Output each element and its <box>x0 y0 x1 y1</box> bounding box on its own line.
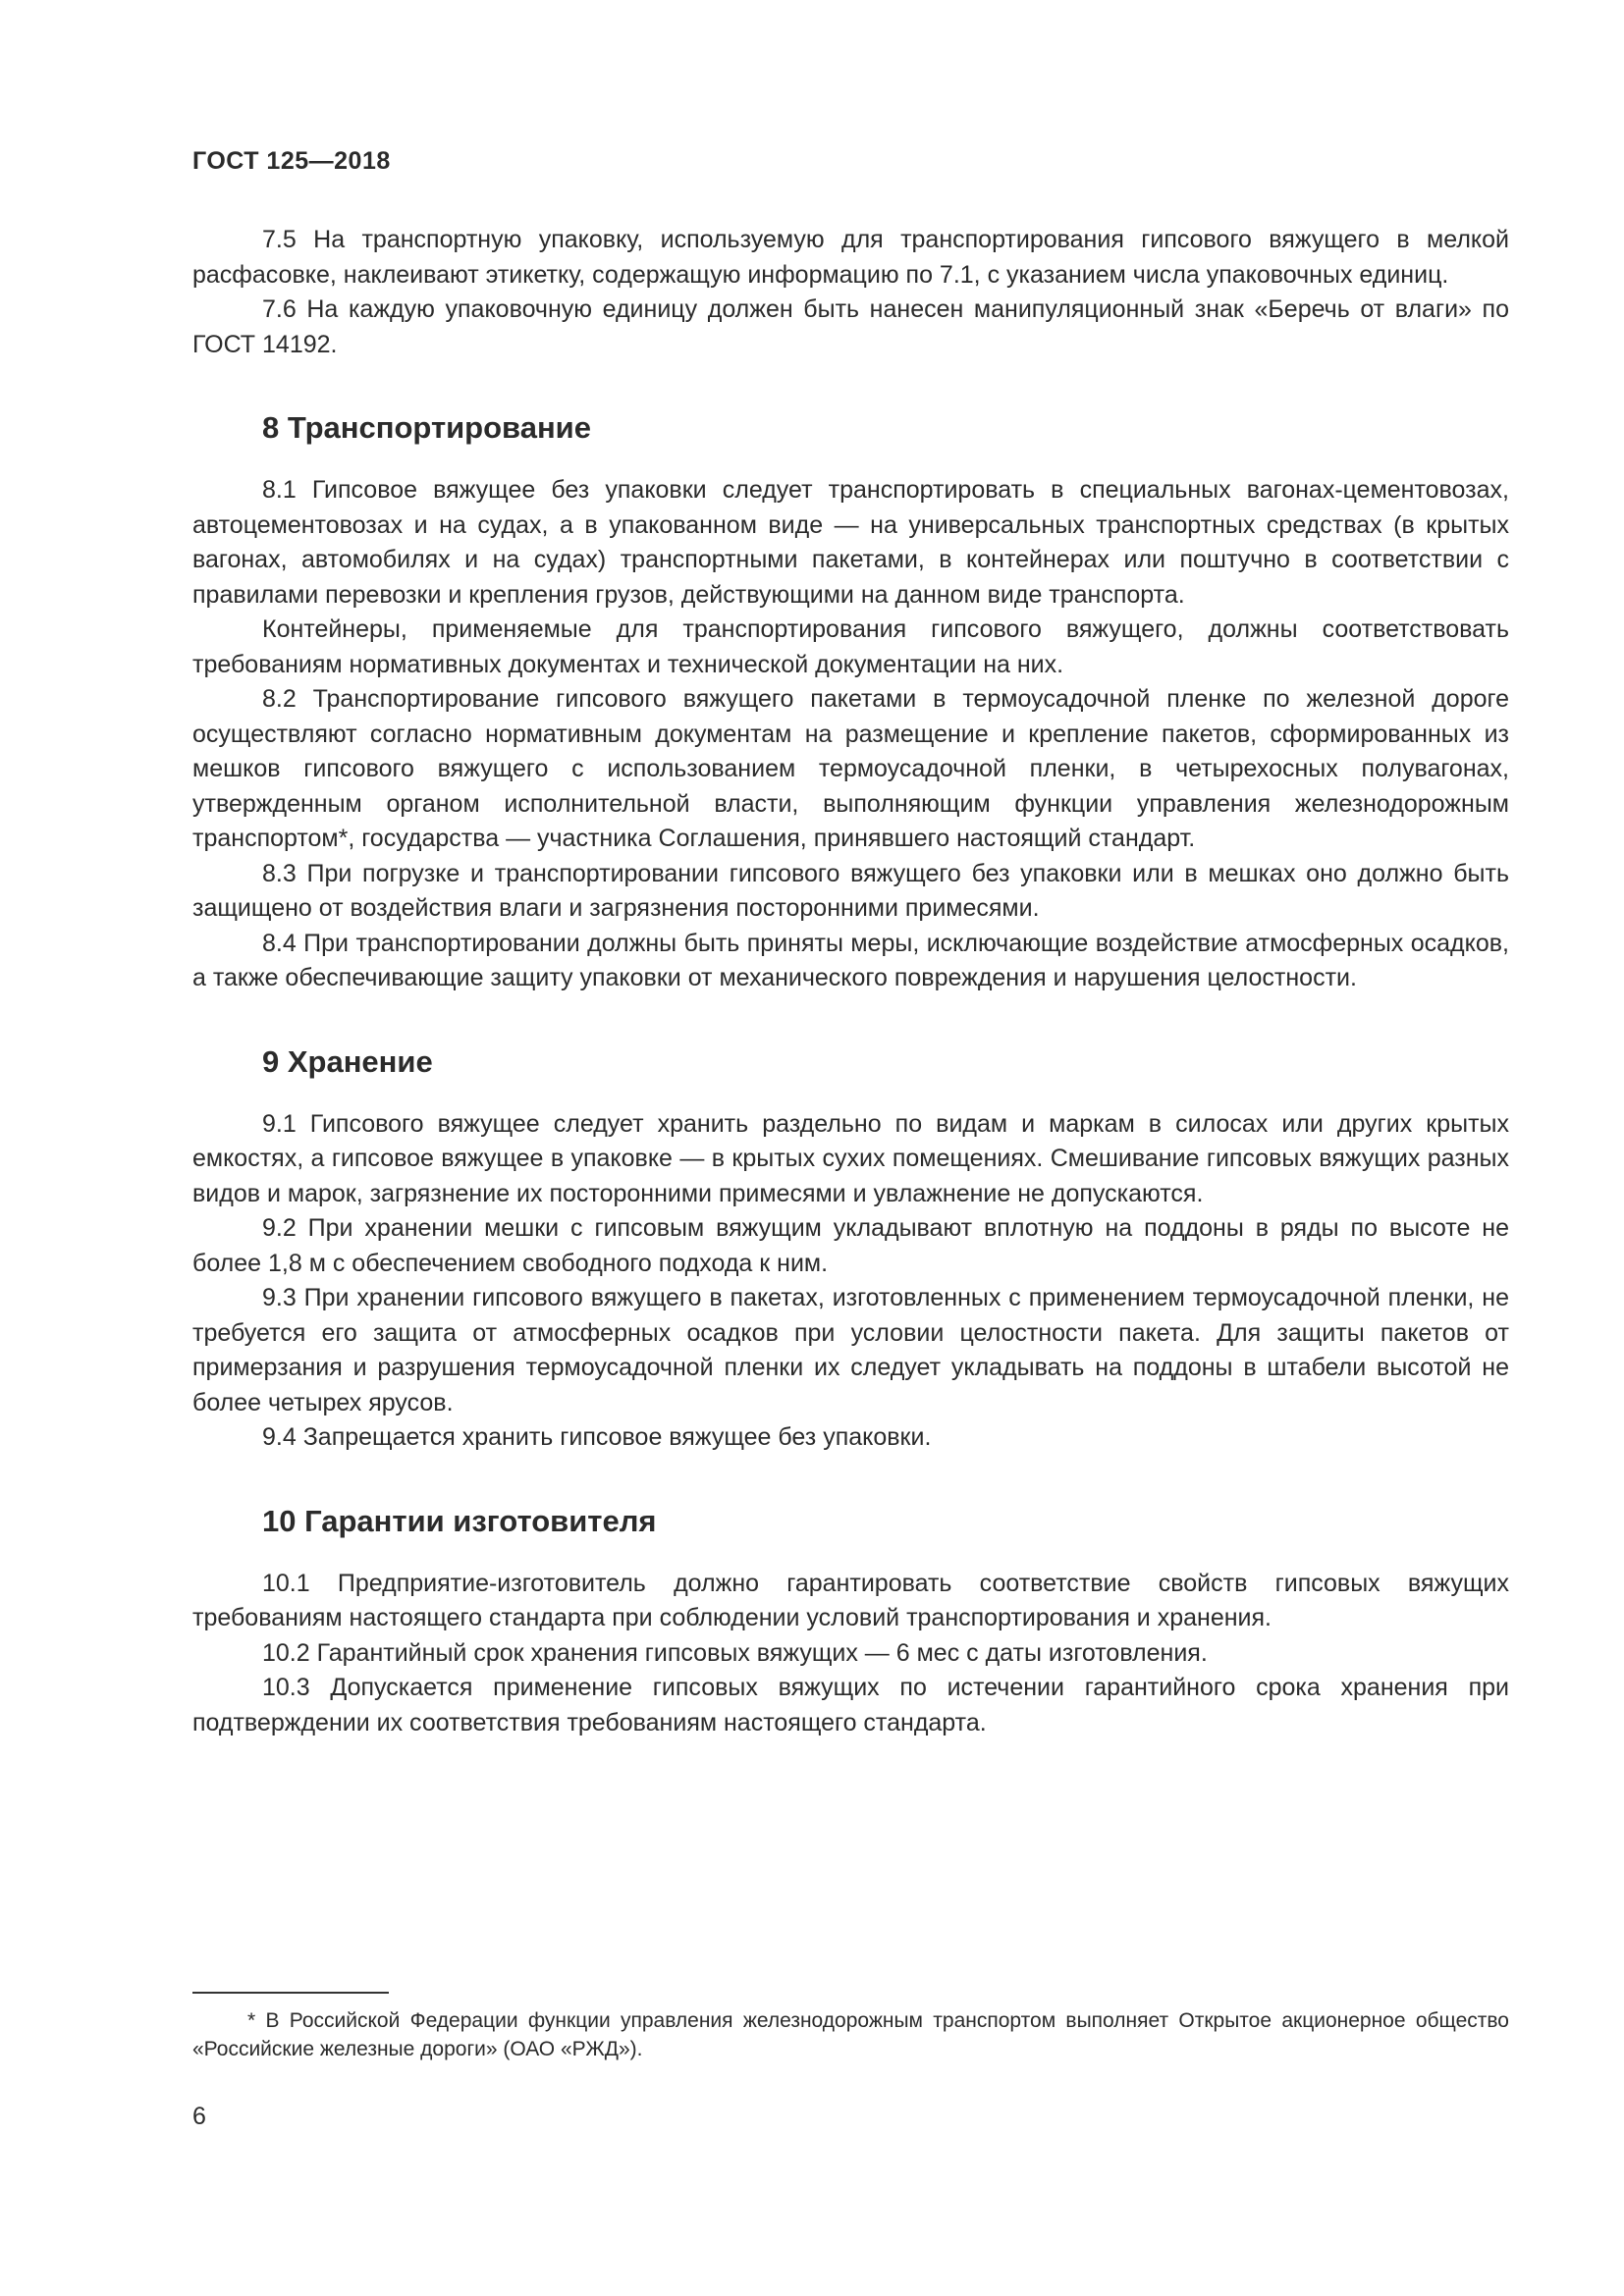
paragraph-9-3: 9.3 При хранении гипсового вяжущего в пакетах, изготовленных с применением термоусадочной пленки, не требуется его защита от атмосферных осадков при условии целостности пакета. Для защиты пакетов от примерзания и разрушения термоусадочной пленки их следует укладывать на поддоны в штабели высотой не более четырех ярусов. <box>192 1284 1509 1416</box>
paragraph-10-2: 10.2 Гарантийный срок хранения гипсовых вяжущих — 6 мес с даты изготовления. <box>262 1638 1208 1667</box>
paragraph-9-1: 9.1 Гипсового вяжущее следует хранить раздельно по видам и маркам в силосах или других крытых емкостях, а гипсовое вяжущее в упаковке — в крытых сухих помещениях. Смешивание гипсовых вяжущих разных видов и марок, загрязнение их посторонними примесями и увлажнение не допускаются. <box>192 1109 1509 1207</box>
paragraph-8-3: 8.3 При погрузке и транспортировании гипсового вяжущего без упаковки или в мешках оно должно быть защищено от воздействия влаги и загрязнения посторонними примесями. <box>192 859 1509 922</box>
paragraph-8-1-containers: Контейнеры, применяемые для транспортирования гипсового вяжущего, должны соответствовать требованиям нормативных документах и технической документации на них. <box>192 615 1509 678</box>
section-title-warranty: 10 Гарантии изготовителя <box>262 1503 657 1538</box>
page-number: 6 <box>192 2103 206 2130</box>
section-title-transport: 8 Транспортирование <box>262 410 591 445</box>
paragraph-8-1: 8.1 Гипсовое вяжущее без упаковки следует транспортировать в специальных вагонах-цементовозах, автоцементовозах и на судах, а в упакованном виде — на универсальных транспортных средствах (в крытых вагонах, автомобилях и на судах) транспортными пакетами, в контейнерах или поштучно в соответствии с правилами перевозки и крепления грузов, действующими на данном виде транспорта. <box>192 476 1509 609</box>
footnote: * В Российской Федерации функции управления железнодорожным транспортом выполняет Открытое акционерное общество «Российские железные дороги» (ОАО «РЖД»). <box>192 2009 1509 2060</box>
paragraph-8-4: 8.4 При транспортировании должны быть приняты меры, исключающие воздействие атмосферных осадков, а также обеспечивающие защиту упаковки от механического повреждения и нарушения целостности. <box>192 929 1509 991</box>
paragraph-7-6: 7.6 На каждую упаковочную единицу должен быть нанесен манипуляционный знак «Беречь от влаги» по ГОСТ 14192. <box>192 295 1509 358</box>
paragraph-10-3: 10.3 Допускается применение гипсовых вяжущих по истечении гарантийного срока хранения при подтверждении их соответствия требованиям настоящего стандарта. <box>192 1674 1509 1736</box>
paragraph-10-1: 10.1 Предприятие-изготовитель должно гарантировать соответствие свойств гипсовых вяжущих требованиям настоящего стандарта при соблюдении условий транспортирования и хранения. <box>192 1569 1509 1631</box>
paragraph-9-4: 9.4 Запрещается хранить гипсовое вяжущее без упаковки. <box>262 1423 932 1451</box>
paragraph-7-5: 7.5 На транспортную упаковку, используемую для транспортирования гипсового вяжущего в мелкой расфасовке, наклеивают этикетку, содержащую информацию по 7.1, с указанием числа упаковочных единиц. <box>192 226 1509 289</box>
document-header: ГОСТ 125—2018 <box>192 147 391 175</box>
document-body <box>192 223 1509 1740</box>
section-title-storage: 9 Хранение <box>262 1043 433 1079</box>
paragraph-8-2: 8.2 Транспортирование гипсового вяжущего пакетами в термоусадочной пленке по железной дороге осуществляют согласно нормативным документам на размещение и крепление пакетов, сформированных из мешков гипсового вяжущего с использованием термоусадочной пленки, в четырехосных полувагонах, утвержденным органом исполнительной власти, выполняющим функции управления железнодорожным транспортом*, государства — участника Соглашения, принявшего настоящий стандарт. <box>192 685 1509 852</box>
footnote-divider <box>192 1992 389 1994</box>
paragraph-9-2: 9.2 При хранении мешки с гипсовым вяжущим укладывают вплотную на поддоны в ряды по высоте не более 1,8 м с обеспечением свободного подхода к ним. <box>192 1214 1509 1277</box>
